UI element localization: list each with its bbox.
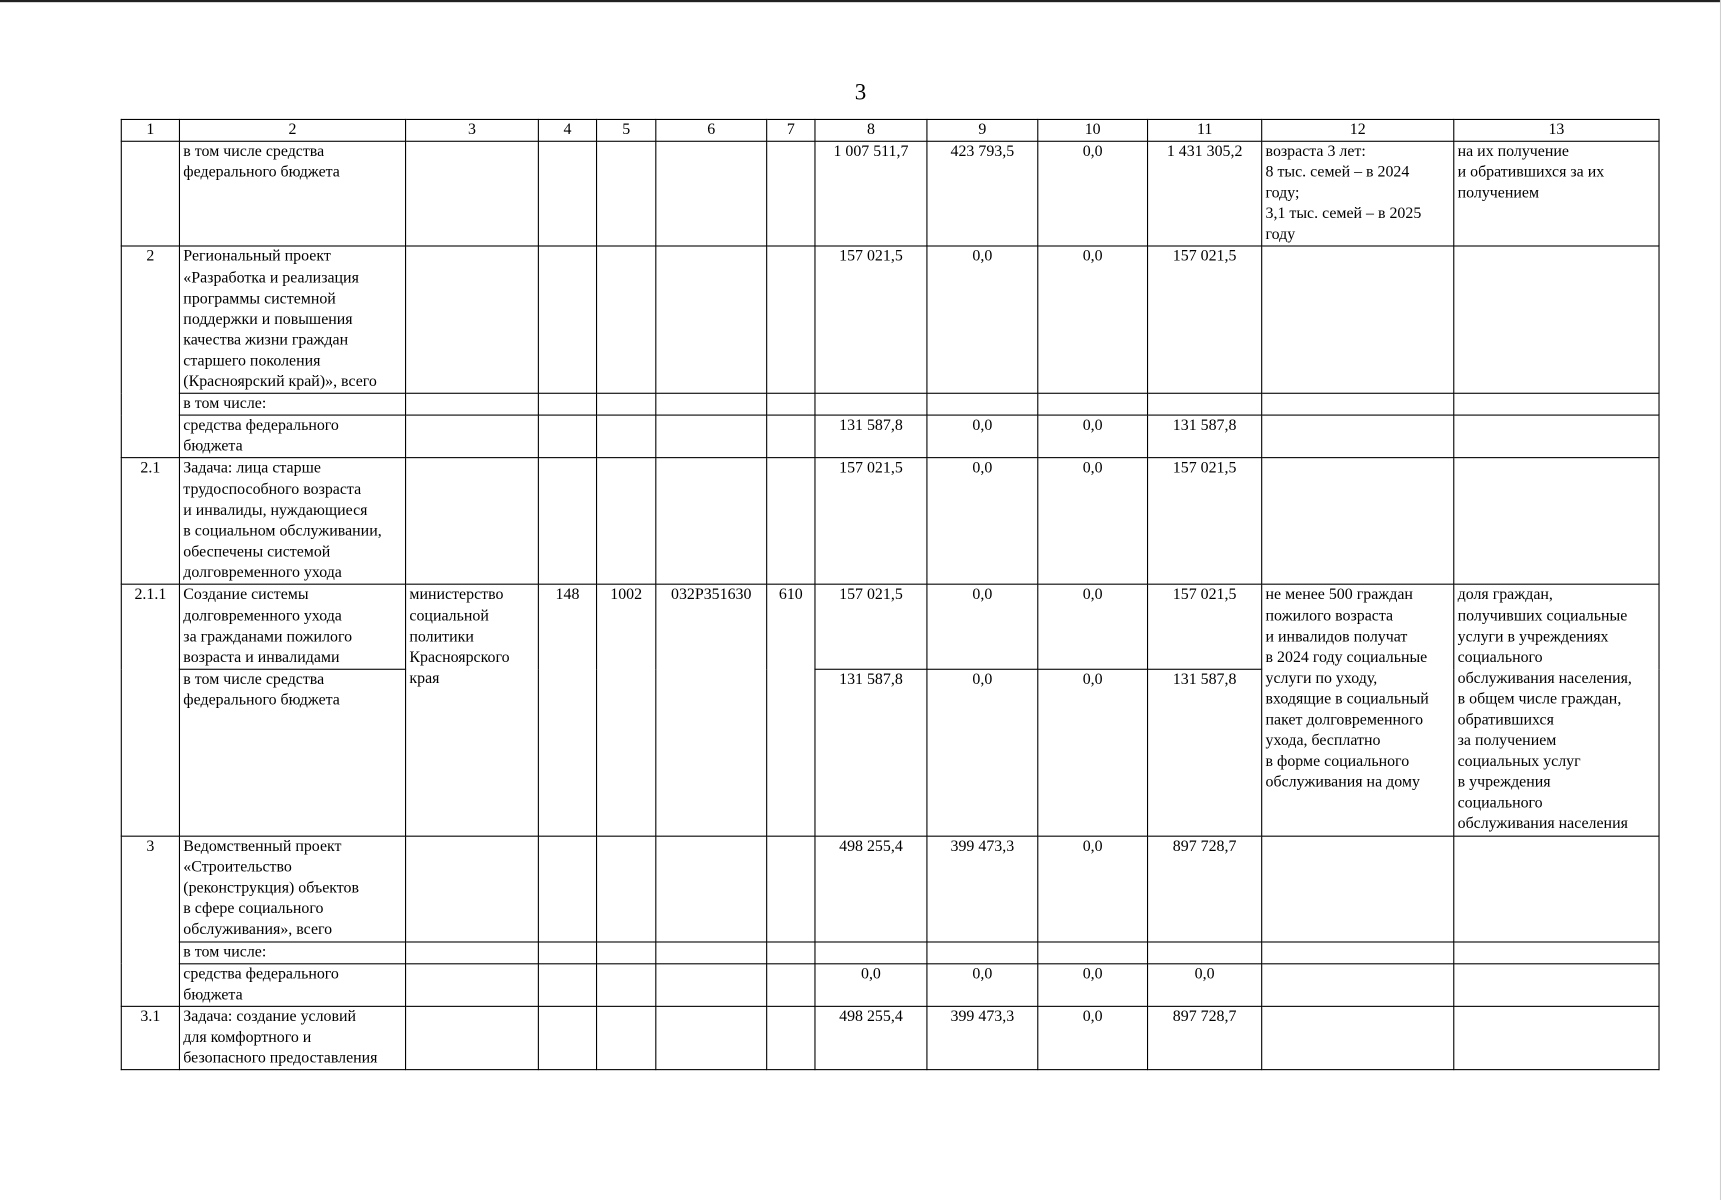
value-cell: 0,0 (927, 247, 1038, 394)
code-cell (538, 141, 596, 246)
result-cell (1262, 415, 1454, 458)
header-cell: 12 (1262, 119, 1454, 141)
indicator-cell (1454, 458, 1659, 585)
code-cell (656, 141, 767, 246)
indicator-cell (1454, 415, 1659, 458)
code-cell (538, 963, 596, 1006)
value-cell: 423 793,5 (927, 141, 1038, 246)
value-cell: 0,0 (927, 963, 1038, 1006)
result-cell (1262, 941, 1454, 963)
executor-cell (406, 836, 539, 942)
code-cell (767, 247, 815, 394)
executor-cell (406, 1006, 539, 1070)
name-cell: в том числе: (179, 393, 405, 415)
name-cell: Региональный проект «Разработка и реализация программы системной поддержки и повышения качества жизни граждан старшего поколения (Красноярский край)», всего (179, 247, 405, 394)
value-cell (815, 393, 927, 415)
value-cell: 131 587,8 (815, 669, 927, 835)
budget-table (121, 119, 1660, 1070)
header-cell: 7 (767, 119, 815, 141)
code-cell: 610 (767, 585, 815, 836)
executor-cell (406, 963, 539, 1006)
code-cell (656, 836, 767, 942)
name-cell: Задача: лица старше трудоспособного возраста и инвалиды, нуждающиеся в социальном обслуживании, обеспечены системой долговременного ухода (179, 458, 405, 585)
scan-top-edge (0, 0, 1721, 2)
code-cell (656, 415, 767, 458)
table-row (121, 458, 1659, 585)
code-cell (538, 393, 596, 415)
indicator-cell (1454, 1006, 1659, 1070)
code-cell (538, 458, 596, 585)
value-cell: 131 587,8 (815, 415, 927, 458)
code-cell (597, 415, 656, 458)
result-cell (1262, 458, 1454, 585)
value-cell (927, 941, 1038, 963)
header-cell: 3 (406, 119, 539, 141)
value-cell: 157 021,5 (815, 247, 927, 394)
header-cell: 10 (1038, 119, 1148, 141)
value-cell: 157 021,5 (815, 585, 927, 670)
header-cell: 11 (1148, 119, 1262, 141)
indicator-cell (1454, 941, 1659, 963)
code-cell (767, 836, 815, 942)
value-cell: 0,0 (1148, 963, 1262, 1006)
code-cell (597, 393, 656, 415)
code-cell (767, 415, 815, 458)
header-cell: 2 (179, 119, 405, 141)
executor-cell (406, 458, 539, 585)
executor-cell: министерство социальной политики Красноярского края (406, 585, 539, 836)
result-cell (1262, 393, 1454, 415)
header-cell: 8 (815, 119, 927, 141)
row-number-cell: 2 (121, 247, 179, 459)
value-cell: 0,0 (1038, 585, 1148, 670)
code-cell (597, 247, 656, 394)
code-cell: 148 (538, 585, 596, 836)
value-cell (927, 393, 1038, 415)
value-cell: 0,0 (1038, 247, 1148, 394)
code-cell (656, 1006, 767, 1070)
row-number-cell: 2.1.1 (121, 585, 179, 836)
code-cell (597, 963, 656, 1006)
code-cell (767, 1006, 815, 1070)
value-cell: 1 431 305,2 (1148, 141, 1262, 246)
table-row (121, 247, 1659, 394)
code-cell (767, 941, 815, 963)
code-cell (597, 141, 656, 246)
code-cell (767, 393, 815, 415)
value-cell: 0,0 (1038, 1006, 1148, 1070)
value-cell: 897 728,7 (1148, 836, 1262, 942)
name-cell: Создание системы долговременного ухода за гражданами пожилого возраста и инвалидами (179, 585, 405, 670)
value-cell: 157 021,5 (1148, 585, 1262, 670)
value-cell: 399 473,3 (927, 1006, 1038, 1070)
header-cell: 4 (538, 119, 596, 141)
executor-cell (406, 415, 539, 458)
value-cell: 498 255,4 (815, 1006, 927, 1070)
code-cell (656, 963, 767, 1006)
row-number-cell: 3 (121, 836, 179, 1006)
value-cell: 0,0 (927, 458, 1038, 585)
code-cell (656, 941, 767, 963)
value-cell: 157 021,5 (815, 458, 927, 585)
header-cell: 13 (1454, 119, 1659, 141)
value-cell: 498 255,4 (815, 836, 927, 942)
executor-cell (406, 393, 539, 415)
table-row (121, 585, 1659, 670)
value-cell: 0,0 (927, 669, 1038, 835)
code-cell (767, 963, 815, 1006)
code-cell (656, 393, 767, 415)
result-cell (1262, 1006, 1454, 1070)
page-number: 3 (854, 78, 867, 105)
value-cell (1148, 941, 1262, 963)
value-cell: 0,0 (927, 415, 1038, 458)
header-cell: 5 (597, 119, 656, 141)
code-cell (597, 941, 656, 963)
result-cell (1262, 247, 1454, 394)
indicator-cell (1454, 836, 1659, 942)
code-cell (538, 1006, 596, 1070)
code-cell (656, 247, 767, 394)
code-cell (767, 141, 815, 246)
value-cell: 0,0 (1038, 836, 1148, 942)
result-cell: не менее 500 граждан пожилого возраста и инвалидов получат в 2024 году социальные услуги по уходу, входящие в социальный пакет долговременного ухода, бесплатно в форме социального обслуживания на дому (1262, 585, 1454, 836)
result-cell (1262, 836, 1454, 942)
name-cell: Ведомственный проект «Строительство (реконструкция) объектов в сфере социального обслуживания», всего (179, 836, 405, 942)
code-cell (597, 458, 656, 585)
executor-cell (406, 247, 539, 394)
code-cell (597, 1006, 656, 1070)
name-cell: в том числе средства федерального бюджета (179, 669, 405, 835)
code-cell: 1002 (597, 585, 656, 836)
value-cell: 0,0 (1038, 963, 1148, 1006)
code-cell: 032P351630 (656, 585, 767, 836)
header-cell: 6 (656, 119, 767, 141)
table-row (121, 1006, 1659, 1070)
value-cell: 131 587,8 (1148, 415, 1262, 458)
value-cell: 0,0 (1038, 141, 1148, 246)
table-row (121, 941, 1659, 963)
indicator-cell (1454, 393, 1659, 415)
executor-cell (406, 941, 539, 963)
table-row (121, 141, 1659, 246)
code-cell (656, 458, 767, 585)
header-cell: 1 (121, 119, 179, 141)
row-number-cell: 3.1 (121, 1006, 179, 1070)
header-cell: 9 (927, 119, 1038, 141)
value-cell: 1 007 511,7 (815, 141, 927, 246)
code-cell (597, 836, 656, 942)
result-cell: возраста 3 лет: 8 тыс. семей – в 2024 году; 3,1 тыс. семей – в 2025 году (1262, 141, 1454, 246)
row-number-cell: 2.1 (121, 458, 179, 585)
value-cell (1038, 393, 1148, 415)
indicator-cell: на их получение и обратившихся за их получением (1454, 141, 1659, 246)
name-cell: средства федерального бюджета (179, 415, 405, 458)
name-cell: в том числе: (179, 941, 405, 963)
table-row (121, 415, 1659, 458)
table-header-row (121, 119, 1659, 141)
code-cell (538, 247, 596, 394)
value-cell: 0,0 (815, 963, 927, 1006)
indicator-cell (1454, 963, 1659, 1006)
code-cell (538, 836, 596, 942)
value-cell (815, 941, 927, 963)
value-cell: 157 021,5 (1148, 247, 1262, 394)
name-cell: в том числе средства федерального бюджета (179, 141, 405, 246)
value-cell: 0,0 (1038, 415, 1148, 458)
result-cell (1262, 963, 1454, 1006)
table-row (121, 836, 1659, 942)
value-cell: 0,0 (1038, 458, 1148, 585)
indicator-cell (1454, 247, 1659, 394)
executor-cell (406, 141, 539, 246)
value-cell (1038, 941, 1148, 963)
value-cell: 897 728,7 (1148, 1006, 1262, 1070)
indicator-cell: доля граждан, получивших социальные услуги в учреждениях социального обслуживания населения, в общем числе граждан, обратившихся за получением социальных услуг в учреждения социального обслуживания населения (1454, 585, 1659, 836)
table-row (121, 393, 1659, 415)
code-cell (538, 415, 596, 458)
value-cell: 399 473,3 (927, 836, 1038, 942)
code-cell (538, 941, 596, 963)
name-cell: средства федерального бюджета (179, 963, 405, 1006)
value-cell: 0,0 (1038, 669, 1148, 835)
code-cell (767, 458, 815, 585)
table-row (121, 963, 1659, 1006)
value-cell: 131 587,8 (1148, 669, 1262, 835)
value-cell: 157 021,5 (1148, 458, 1262, 585)
row-number-cell (121, 141, 179, 246)
value-cell (1148, 393, 1262, 415)
value-cell: 0,0 (927, 585, 1038, 670)
name-cell: Задача: создание условий для комфортного и безопасного предоставления (179, 1006, 405, 1070)
